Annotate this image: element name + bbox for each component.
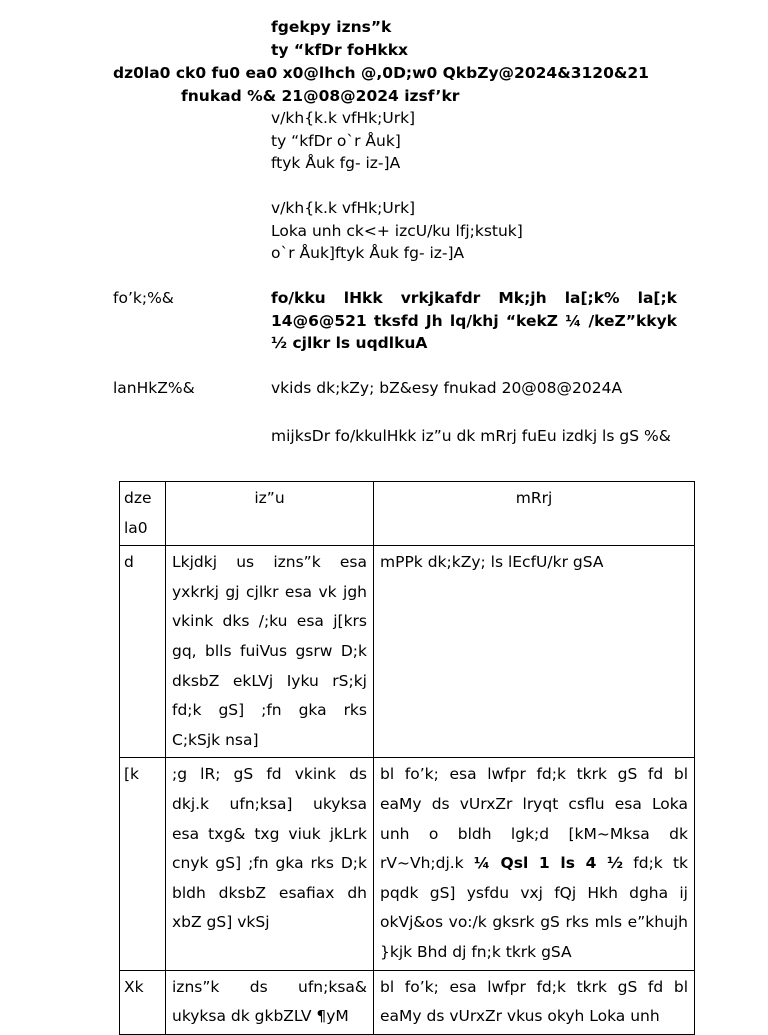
row-answer <box>374 758 695 970</box>
answer-text: bl fo’k; esa lwfpr fd;k tkrk gS fd bl eaMy ds vUrxZr vkus okyh Loka unh <box>380 977 688 1026</box>
row-question: izns”k ds ufn;ksa& ukyksa dk gkbZLV ¶yM <box>166 970 374 1034</box>
date-line: fnukad %& 21@08@2024 izsf’kr <box>181 87 460 105</box>
header-question: iz”u <box>166 482 374 546</box>
table-header-row <box>120 482 695 546</box>
subject-text: fo/kku lHkk vrkjkafdr Mk;jh la[;k% la[;k 14@6@521 tksfd Jh lq/khj “kekZ ¼ /keZ”kkyk ½ cjlkr ls uqdlkuA <box>271 289 677 352</box>
table-row <box>120 758 695 970</box>
row-answer <box>374 546 695 758</box>
recipient-2-line-2: Loka unh ck<+ izcU/ku lfj;kstuk] <box>271 222 523 240</box>
recipient-2-line-3: o`r Åuk]ftyk Åuk fg- iz-]A <box>271 244 465 262</box>
question-answer-table <box>119 481 695 1035</box>
header-serial: dze la0 <box>120 482 166 546</box>
recipient-2-line-1: v/kh{k.k vfHk;Urk] <box>271 199 416 217</box>
reference-text: vkids dk;kZy; bZ&esy fnukad 20@08@2024A <box>271 379 623 397</box>
intro-text: mijksDr fo/kkulHkk iz”u dk mRrj fuEu izdkj ls gS %& <box>271 427 671 445</box>
answer-text: bl fo’k; esa lwfpr fd;k tkrk gS fd bl eaMy ds vUrxZr lryqt csflu esa Loka unh o bldh lgk;d [kM~Mksa dk rV~Vh;dj.k <box>380 765 688 873</box>
table-row <box>120 970 695 1034</box>
row-serial: [k <box>120 758 166 970</box>
row-serial: Xk <box>120 970 166 1034</box>
recipient-1-line-3: ftyk Åuk fg- iz-]A <box>271 154 401 172</box>
answer-text-cont: fd;k tk pqdk gS] ysfdu vxj fQj Hkh dgha ij okVj&os vo:/k gksrk gS rks mls e”khujh }kjk Bhd dj fn;k tkrk gSA <box>380 854 689 961</box>
department-title: ty “kfDr foHkkx <box>271 41 409 59</box>
office-title: fgekpy izns”k <box>271 18 392 36</box>
row-question: Lkjdkj us izns”k esa yxkrkj gj cjlkr esa vk jgh vkink dks /;ku esa j[krs gq, blls fuiVus gsrw D;k dksbZ ekLVj Iyku rS;kj fd;k gS] ;fn gka rks C;kSjk nsa] <box>166 546 374 758</box>
answer-text: mPPk dk;kZy; ls lEcfU/kr gSA <box>380 553 604 572</box>
answer-bold-phase: ¼ Qsl 1 ls 4 ½ <box>473 854 624 873</box>
reference-label: lanHkZ%& <box>113 379 195 397</box>
row-answer <box>374 970 695 1034</box>
recipient-1-line-1: v/kh{k.k vfHk;Urk] <box>271 109 416 127</box>
file-number: dz0la0 ck0 fu0 ea0 x0@lhch @,0D;w0 QkbZy@2024&3120&21 <box>113 64 649 82</box>
row-question: ;g lR; gS fd vkink ds dkj.k ufn;ksa] ukyksa esa txg& txg viuk jkLrk cnyk gS] ;fn gka rks D;k bldh dksbZ esafiax dh xbZ gS] vkSj <box>166 758 374 970</box>
subject-label: fo’k;%& <box>113 289 174 307</box>
recipient-1-line-2: ty “kfDr o`r Åuk] <box>271 132 401 150</box>
row-serial: d <box>120 546 166 758</box>
header-answer: mRrj <box>374 482 695 546</box>
table-row <box>120 546 695 758</box>
